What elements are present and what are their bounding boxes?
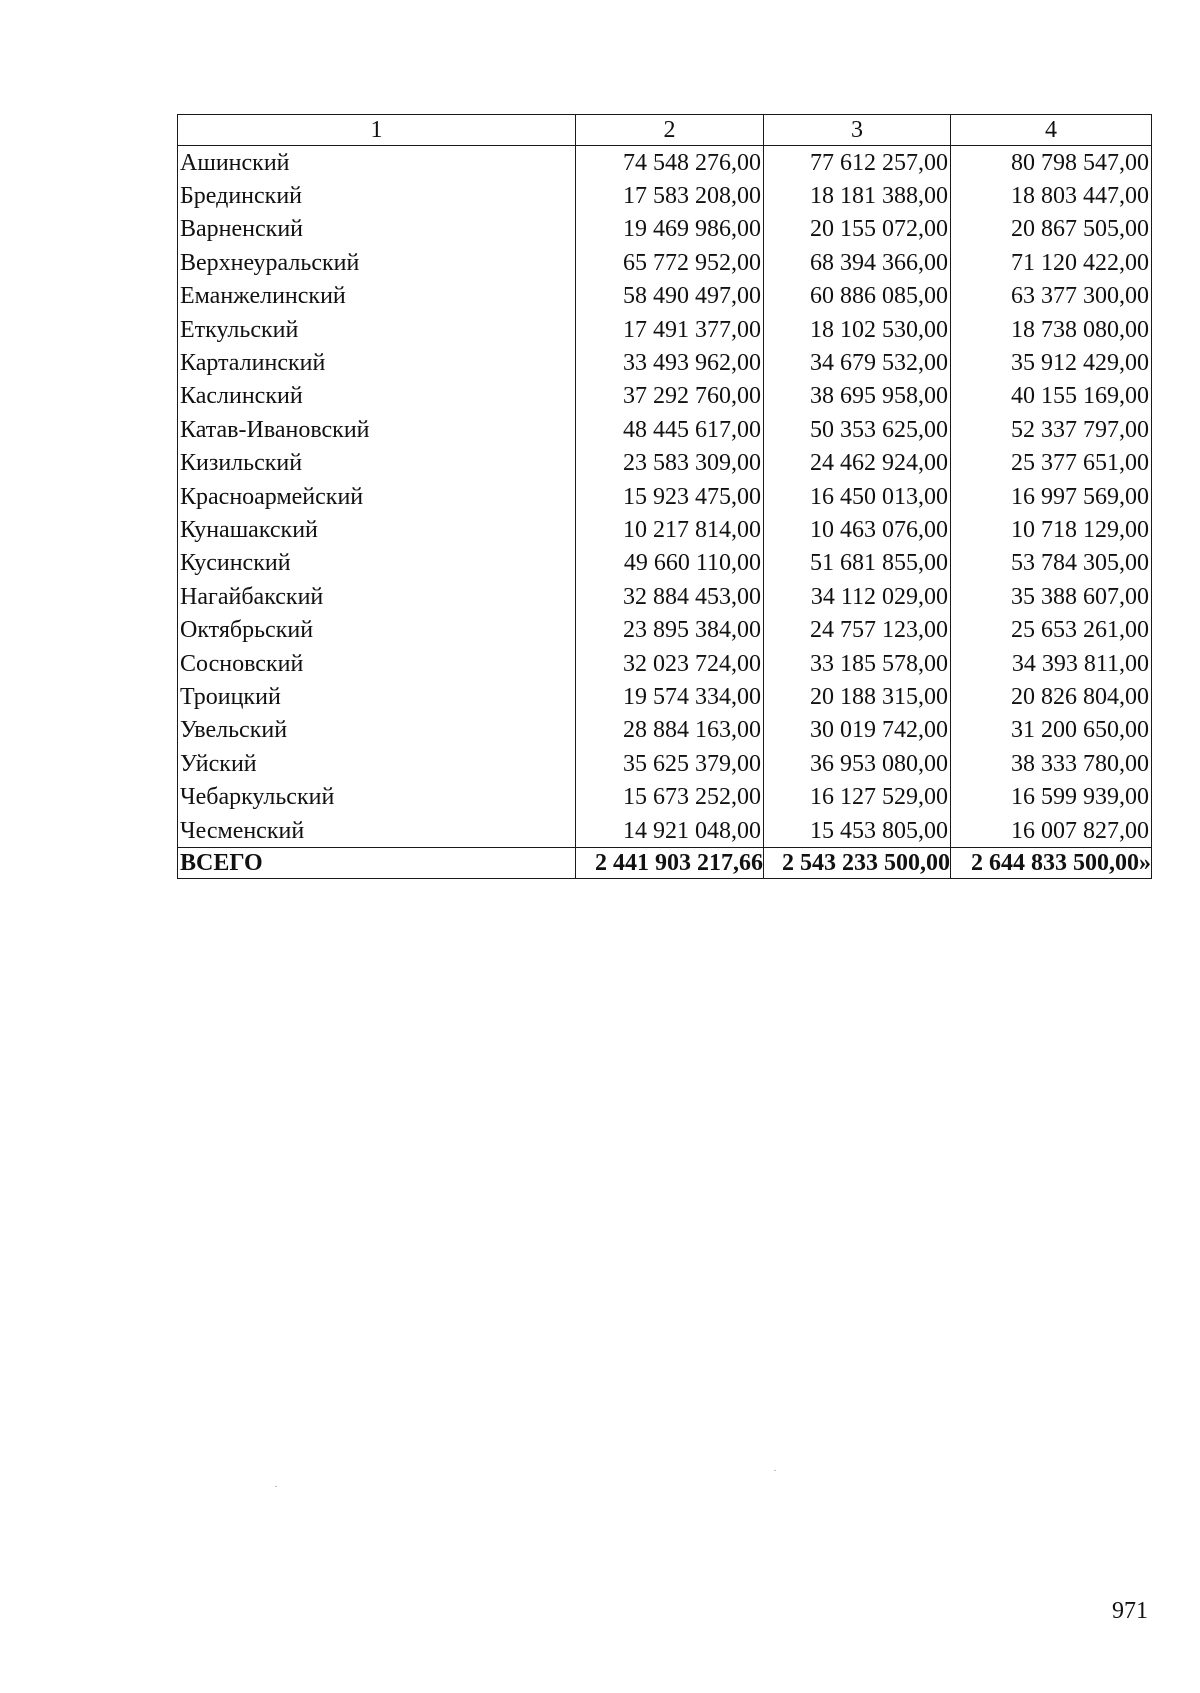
value-col-4-cell: 16 997 569,00 [951,480,1152,513]
value-col-4-cell: 10 718 129,00 [951,513,1152,546]
value-col-2-cell: 17 583 208,00 [576,179,764,212]
table-body [178,146,1152,848]
district-name-cell: Каслинский [178,380,576,413]
value-col-4-cell: 34 393 811,00 [951,647,1152,680]
value-col-4-cell: 16 599 939,00 [951,780,1152,813]
value-col-3-cell: 30 019 742,00 [764,714,951,747]
district-name-cell: Кизильский [178,447,576,480]
table-row [178,447,1152,480]
table-row [178,480,1152,513]
table-row [178,747,1152,780]
total-label: ВСЕГО [178,848,576,879]
header-col-2: 2 [576,115,764,146]
value-col-4-cell: 71 120 422,00 [951,246,1152,279]
value-col-3-cell: 34 679 532,00 [764,346,951,379]
table-row [178,580,1152,613]
value-col-2-cell: 49 660 110,00 [576,547,764,580]
value-col-4-cell: 16 007 827,00 [951,814,1152,848]
value-col-2-cell: 15 923 475,00 [576,480,764,513]
value-col-3-cell: 24 462 924,00 [764,447,951,480]
value-col-3-cell: 15 453 805,00 [764,814,951,848]
district-name-cell: Чебаркульский [178,780,576,813]
value-col-2-cell: 37 292 760,00 [576,380,764,413]
value-col-2-cell: 23 895 384,00 [576,613,764,646]
value-col-3-cell: 20 188 315,00 [764,680,951,713]
value-col-4-cell: 63 377 300,00 [951,280,1152,313]
value-col-4-cell: 25 653 261,00 [951,613,1152,646]
scan-speck [275,1486,277,1487]
value-col-2-cell: 32 023 724,00 [576,647,764,680]
district-name-cell: Нагайбакский [178,580,576,613]
table-row [178,280,1152,313]
value-col-2-cell: 48 445 617,00 [576,413,764,446]
value-col-4-cell: 80 798 547,00 [951,146,1152,180]
district-name-cell: Верхнеуральский [178,246,576,279]
value-col-4-cell: 35 912 429,00 [951,346,1152,379]
value-col-3-cell: 10 463 076,00 [764,513,951,546]
header-col-3: 3 [764,115,951,146]
value-col-4-cell: 38 333 780,00 [951,747,1152,780]
value-col-3-cell: 68 394 366,00 [764,246,951,279]
value-col-2-cell: 33 493 962,00 [576,346,764,379]
district-name-cell: Катав-Ивановский [178,413,576,446]
value-col-3-cell: 20 155 072,00 [764,213,951,246]
district-name-cell: Ашинский [178,146,576,180]
table-row [178,213,1152,246]
value-col-3-cell: 33 185 578,00 [764,647,951,680]
table-row [178,814,1152,848]
table-row [178,613,1152,646]
total-row [178,848,1152,879]
value-col-2-cell: 15 673 252,00 [576,780,764,813]
value-col-2-cell: 23 583 309,00 [576,447,764,480]
table-row [178,714,1152,747]
district-name-cell: Уйский [178,747,576,780]
value-col-2-cell: 28 884 163,00 [576,714,764,747]
value-col-2-cell: 74 548 276,00 [576,146,764,180]
value-col-3-cell: 16 450 013,00 [764,480,951,513]
total-col-3: 2 543 233 500,00 [764,848,951,879]
value-col-3-cell: 77 612 257,00 [764,146,951,180]
table-footer [178,848,1152,879]
value-col-3-cell: 60 886 085,00 [764,280,951,313]
value-col-2-cell: 19 574 334,00 [576,680,764,713]
table-row [178,179,1152,212]
district-name-cell: Варненский [178,213,576,246]
value-col-4-cell: 52 337 797,00 [951,413,1152,446]
scan-speck [774,1470,776,1471]
value-col-4-cell: 18 803 447,00 [951,179,1152,212]
table-row [178,380,1152,413]
district-name-cell: Красноармейский [178,480,576,513]
value-col-3-cell: 50 353 625,00 [764,413,951,446]
district-name-cell: Еманжелинский [178,280,576,313]
district-name-cell: Еткульский [178,313,576,346]
district-name-cell: Сосновский [178,647,576,680]
value-col-3-cell: 16 127 529,00 [764,780,951,813]
district-name-cell: Октябрьский [178,613,576,646]
table-row [178,346,1152,379]
table-row [178,413,1152,446]
value-col-3-cell: 34 112 029,00 [764,580,951,613]
header-col-4: 4 [951,115,1152,146]
value-col-2-cell: 10 217 814,00 [576,513,764,546]
header-row [178,115,1152,146]
district-name-cell: Увельский [178,714,576,747]
value-col-3-cell: 38 695 958,00 [764,380,951,413]
header-col-1: 1 [178,115,576,146]
value-col-3-cell: 51 681 855,00 [764,547,951,580]
value-col-3-cell: 18 181 388,00 [764,179,951,212]
table-row [178,780,1152,813]
value-col-4-cell: 31 200 650,00 [951,714,1152,747]
table-row [178,146,1152,180]
value-col-3-cell: 18 102 530,00 [764,313,951,346]
value-col-4-cell: 35 388 607,00 [951,580,1152,613]
budget-table [177,114,1152,879]
value-col-3-cell: 24 757 123,00 [764,613,951,646]
table-row [178,246,1152,279]
value-col-4-cell: 20 826 804,00 [951,680,1152,713]
value-col-2-cell: 32 884 453,00 [576,580,764,613]
value-col-4-cell: 40 155 169,00 [951,380,1152,413]
value-col-2-cell: 14 921 048,00 [576,814,764,848]
value-col-2-cell: 65 772 952,00 [576,246,764,279]
value-col-2-cell: 17 491 377,00 [576,313,764,346]
table-row [178,547,1152,580]
value-col-4-cell: 25 377 651,00 [951,447,1152,480]
district-name-cell: Брединский [178,179,576,212]
value-col-3-cell: 36 953 080,00 [764,747,951,780]
value-col-2-cell: 35 625 379,00 [576,747,764,780]
table-row [178,313,1152,346]
total-col-4: 2 644 833 500,00» [951,848,1152,879]
value-col-4-cell: 18 738 080,00 [951,313,1152,346]
table-row [178,680,1152,713]
page-number: 971 [1112,1598,1148,1624]
value-col-2-cell: 19 469 986,00 [576,213,764,246]
value-col-4-cell: 53 784 305,00 [951,547,1152,580]
total-col-2: 2 441 903 217,66 [576,848,764,879]
district-name-cell: Чесменский [178,814,576,848]
district-name-cell: Карталинский [178,346,576,379]
district-name-cell: Кусинский [178,547,576,580]
value-col-2-cell: 58 490 497,00 [576,280,764,313]
value-col-4-cell: 20 867 505,00 [951,213,1152,246]
table-header [178,115,1152,146]
district-name-cell: Кунашакский [178,513,576,546]
table-row [178,513,1152,546]
table-row [178,647,1152,680]
district-name-cell: Троицкий [178,680,576,713]
